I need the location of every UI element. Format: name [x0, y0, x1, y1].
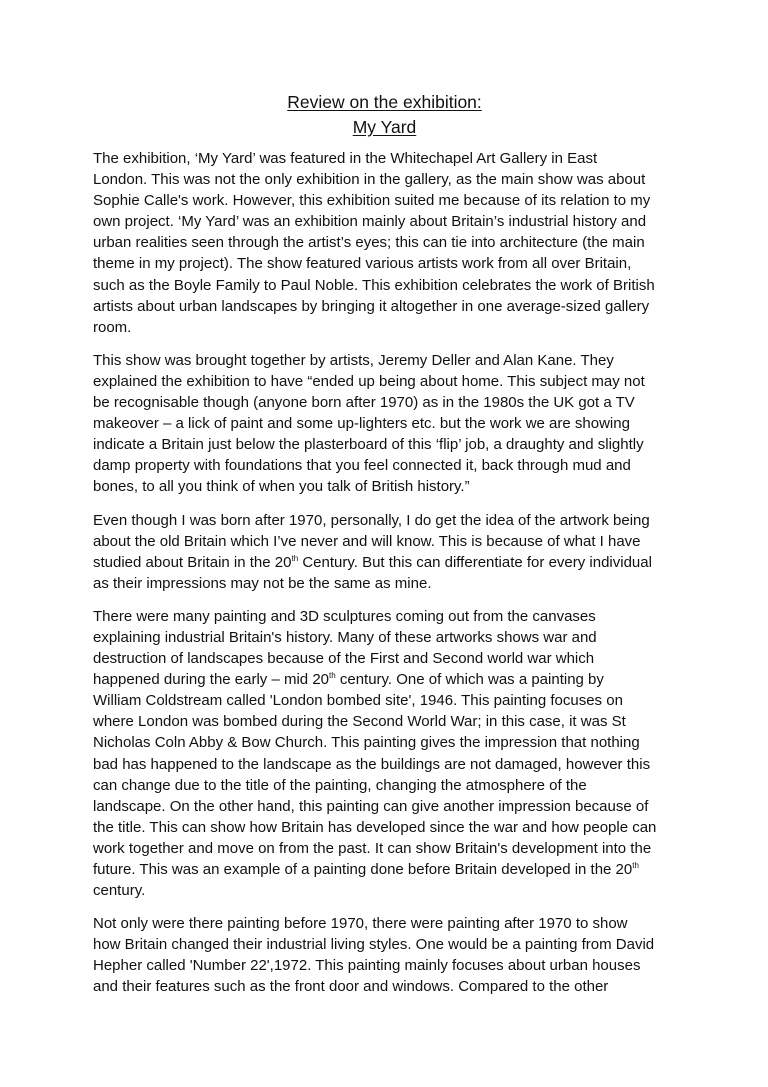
- text-line: bad has happened to the landscape as the buildings are not damaged, however this: [93, 755, 651, 773]
- text-line: theme in my project). The show featured various artists work from all over Britain,: [93, 255, 632, 273]
- text-line: Nicholas Coln Abby & Bow Church. This painting gives the impression that nothing: [93, 734, 640, 752]
- paragraph: [93, 606, 676, 901]
- text-line: where London was bombed during the Second World War; in this case, it was St: [93, 713, 626, 731]
- text-line: about the old Britain which I’ve never and will know. This is because of what I have: [93, 532, 641, 550]
- text-segment: Century. But this can differentiate for every individual: [298, 553, 652, 571]
- text-line: makeover – a lick of paint and some up-lighters etc. but the work we are showing: [93, 415, 630, 433]
- text-line: Hepher called 'Number 22',1972. This painting mainly focuses about urban houses: [93, 957, 641, 975]
- text-line: own project. ‘My Yard’ was an exhibition mainly about Britain’s industrial history and: [93, 213, 647, 231]
- text-line: [93, 669, 676, 690]
- text-line: such as the Boyle Family to Paul Noble. This exhibition celebrates the work of British: [93, 276, 655, 294]
- text-line: London. This was not the only exhibition in the gallery, as the main show was about: [93, 171, 646, 189]
- text-line: explained the exhibition to have “ended up being about home. This subject may not: [93, 372, 645, 390]
- ordinal-superscript: th: [291, 553, 299, 563]
- ordinal-superscript: th: [329, 671, 336, 681]
- text-line: landscape. On the other hand, this painting can give another impression because of: [93, 797, 649, 815]
- text-segment: future. This was an example of a painting done before Britain developed in the 20: [93, 861, 633, 878]
- paragraph: [93, 913, 676, 997]
- document-body: [93, 148, 676, 998]
- text-line: [93, 552, 676, 573]
- text-line: urban realities seen through the artist’s eyes; this can tie into architecture (the main: [93, 234, 645, 252]
- text-segment: century. One of which was a painting by: [335, 671, 604, 689]
- text-line: explaining industrial Britain's history. Many of these artworks shows war and: [93, 628, 597, 646]
- text-line: room.: [93, 318, 132, 336]
- text-line: bones, to all you think of when you talk of British history.”: [93, 478, 470, 496]
- text-line: artists about urban landscapes by bringing it altogether in one average-sized gallery: [93, 297, 650, 315]
- text-line: work together and move on from the past. It can show Britain's development into the: [93, 839, 652, 857]
- text-line: Sophie Calle's work. However, this exhibition suited me because of its relation to my: [93, 192, 651, 210]
- paragraph: [93, 148, 676, 338]
- text-line: be recognisable though (anyone born after 1970) as in the 1980s the UK got a TV: [93, 394, 635, 412]
- text-line: and their features such as the front door and windows. Compared to the other: [93, 978, 609, 996]
- title-line-1: Review on the exhibition:: [287, 92, 482, 112]
- title-line-2: My Yard: [352, 117, 417, 137]
- text-line: century.: [93, 882, 146, 900]
- text-line: damp property with foundations that you feel connected it, back through mud and: [93, 457, 631, 475]
- text-line: Not only were there painting before 1970, there were painting after 1970 to show: [93, 915, 628, 933]
- document-title: [93, 90, 676, 140]
- paragraph: [93, 350, 676, 498]
- ordinal-superscript: th: [632, 861, 639, 870]
- text-line: as their impressions may not be the same as mine.: [93, 574, 432, 592]
- text-line: the title. This can show how Britain has developed since the war and how people can: [93, 818, 657, 836]
- text-line: William Coldstream called 'London bombed site', 1946. This painting focuses on: [93, 692, 623, 710]
- text-line: can change due to the title of the painting, changing the atmosphere of the: [93, 776, 587, 794]
- text-line: indicate a Britain just below the plasterboard of this ‘flip’ job, a draughty and slightly: [93, 436, 644, 454]
- text-line: how Britain changed their industrial living styles. One would be a painting from David: [93, 936, 655, 954]
- text-segment: studied about Britain in the 20: [93, 553, 292, 571]
- text-line: destruction of landscapes because of the First and Second world war which: [93, 650, 595, 668]
- text-line: There were many painting and 3D sculptures coming out from the canvases: [93, 607, 596, 625]
- text-line: Even though I was born after 1970, personally, I do get the idea of the artwork being: [93, 511, 650, 529]
- paragraph: [93, 510, 676, 594]
- text-segment: happened during the early – mid 20: [93, 671, 330, 689]
- text-line: The exhibition, ‘My Yard’ was featured in the Whitechapel Art Gallery in East: [93, 150, 598, 167]
- text-line: This show was brought together by artists, Jeremy Deller and Alan Kane. They: [93, 351, 614, 369]
- text-line: [93, 859, 676, 880]
